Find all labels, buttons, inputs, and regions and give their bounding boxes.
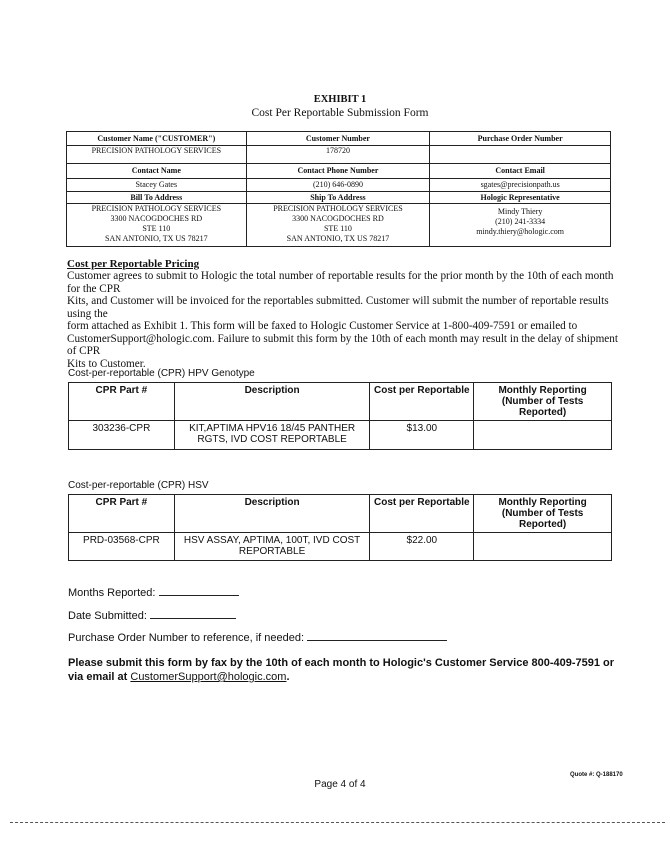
hpv-description: KIT,APTIMA HPV16 18/45 PANTHER RGTS, IVD COST REPORTABLE [174, 421, 370, 450]
header-contact-phone: Contact Phone Number [246, 164, 430, 179]
bill-to-address [67, 204, 247, 247]
date-submitted-label: Date Submitted: [68, 610, 147, 622]
support-email-link[interactable]: CustomerSupport@hologic.com [130, 671, 287, 683]
paragraph-line: Kits, and Customer will be invoiced for the reportables submitted. Customer will submit the number of reportable results using the [67, 295, 609, 320]
hsv-cost: $22.00 [370, 533, 474, 561]
paragraph-line: form attached as Exhibit 1. This form will be faxed to Hologic Customer Service at 1-800-409-7591 or emailed to [67, 320, 578, 332]
months-reported-label: Months Reported: [68, 587, 156, 599]
date-submitted-field [68, 608, 236, 622]
header-cost: Cost per Reportable [370, 495, 474, 533]
header-part: CPR Part # [69, 495, 175, 533]
contact-name: Stacey Gates [67, 179, 247, 192]
header-customer-number: Customer Number [246, 132, 430, 146]
pricing-heading: Cost per Reportable Pricing [67, 258, 200, 270]
header-hologic-rep: Hologic Representative [430, 192, 611, 204]
hpv-cost: $13.00 [370, 421, 474, 450]
hsv-part: PRD-03568-CPR [69, 533, 175, 561]
page-number: Page 4 of 4 [314, 779, 366, 790]
po-reference-field [68, 630, 447, 644]
address-line: PRECISION PATHOLOGY SERVICES [273, 204, 403, 213]
header-description: Description [174, 495, 370, 533]
header-cost: Cost per Reportable [370, 383, 474, 421]
rep-email: mindy.thiery@hologic.com [476, 227, 564, 236]
header-contact-email: Contact Email [430, 164, 611, 179]
po-reference-label: Purchase Order Number to reference, if needed: [68, 632, 305, 644]
address-line: SAN ANTONIO, TX US 78217 [286, 234, 390, 243]
notice-end: . [286, 671, 290, 683]
customer-number: 178720 [246, 146, 430, 164]
exhibit-title: EXHIBIT 1 [313, 94, 367, 105]
address-line: 3300 NACOGDOCHES RD [292, 214, 384, 223]
form-subtitle: Cost Per Reportable Submission Form [251, 107, 429, 119]
header-contact-name: Contact Name [67, 164, 247, 179]
header-po-number: Purchase Order Number [430, 132, 611, 146]
header-ship-to: Ship To Address [246, 192, 430, 204]
po-number [430, 146, 611, 164]
months-reported-field [68, 585, 239, 599]
quote-number: Quote #: Q-188170 [570, 772, 623, 778]
header-description: Description [174, 383, 370, 421]
page-divider [10, 822, 665, 823]
date-submitted-input[interactable] [150, 608, 236, 619]
hpv-monthly-input[interactable] [474, 421, 612, 450]
customer-info-table [66, 131, 611, 247]
header-bill-to: Bill To Address [67, 192, 247, 204]
address-line: STE 110 [323, 224, 352, 233]
pricing-paragraph [67, 270, 627, 370]
months-reported-input[interactable] [159, 585, 239, 596]
hsv-cpr-table [68, 494, 612, 561]
hpv-section-label: Cost-per-reportable (CPR) HPV Genotype [68, 368, 255, 379]
submission-notice [68, 656, 623, 684]
hsv-monthly-input[interactable] [474, 533, 612, 561]
contact-email: sgates@precisionpath.us [430, 179, 611, 192]
hpv-part: 303236-CPR [69, 421, 175, 450]
notice-text: Please submit this form by fax by the 10th of each month to Hologic's Customer Service 800-409-7591 or via email at [68, 657, 615, 683]
hpv-cpr-table [68, 382, 612, 450]
ship-to-address [246, 204, 430, 247]
address-line: SAN ANTONIO, TX US 78217 [105, 234, 208, 243]
hologic-rep [430, 204, 611, 247]
address-line: PRECISION PATHOLOGY SERVICES [91, 204, 222, 213]
header-part: CPR Part # [69, 383, 175, 421]
contact-phone: (210) 646-0890 [246, 179, 430, 192]
header-customer-name: Customer Name ("CUSTOMER") [67, 132, 247, 146]
address-line: 3300 NACOGDOCHES RD [110, 214, 203, 223]
customer-name: PRECISION PATHOLOGY SERVICES [67, 146, 247, 164]
paragraph-line: Customer agrees to submit to Hologic the total number of reportable results for the prior month by the 10th of each month for the CPR [67, 270, 614, 295]
rep-name: Mindy Thiery [497, 207, 543, 216]
paragraph-line: Kits to Customer. [67, 357, 146, 370]
hsv-description: HSV ASSAY, APTIMA, 100T, IVD COST REPORTABLE [174, 533, 370, 561]
address-line: STE 110 [142, 224, 171, 233]
po-reference-input[interactable] [307, 630, 447, 641]
hsv-section-label: Cost-per-reportable (CPR) HSV [68, 480, 209, 491]
rep-phone: (210) 241-3334 [495, 217, 546, 226]
paragraph-line: CustomerSupport@hologic.com. Failure to submit this form by the 10th of each month may result in the delay of shipment of CPR [67, 332, 618, 357]
header-monthly: Monthly Reporting (Number of Tests Reported) [474, 383, 612, 421]
header-monthly: Monthly Reporting (Number of Tests Reported) [474, 495, 612, 533]
